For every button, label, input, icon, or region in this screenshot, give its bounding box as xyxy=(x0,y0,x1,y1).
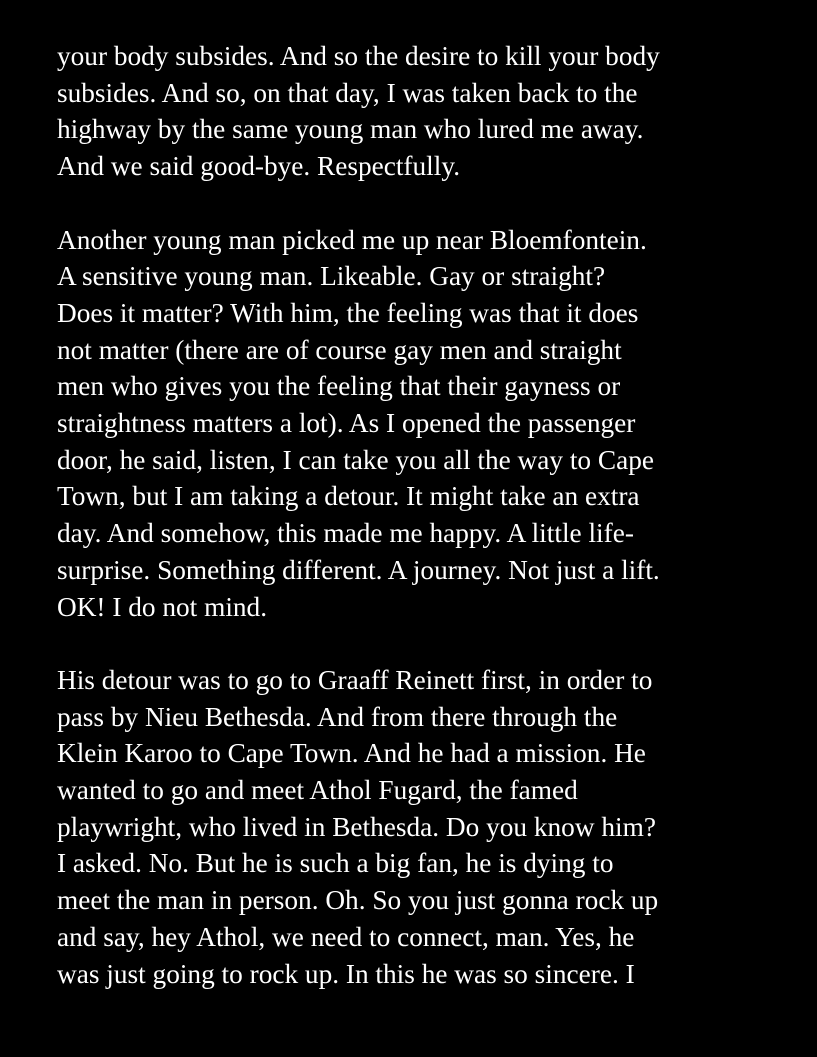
text-line: your body subsides. And so the desire to kill your body xyxy=(57,41,660,71)
text-line: meet the man in person. Oh. So you just gonna rock up xyxy=(57,885,659,916)
text-line: Does it matter? With him, the feeling was that it does xyxy=(57,297,639,328)
text-line: OK! I do not mind. xyxy=(57,591,268,622)
text-line: pass by Nieu Bethesda. And from there through the xyxy=(57,701,618,732)
text-line: subsides. And so, on that day, I was taken back to the xyxy=(57,77,638,108)
text-line: Another young man picked me up near Bloemfontein. xyxy=(57,224,647,255)
text-line: surprise. Something different. A journey. Not just a lift. xyxy=(57,554,660,585)
text-line: And we said good-bye. Respectfully. xyxy=(57,151,461,182)
text-line: His detour was to go to Graaff Reinett first, in order to xyxy=(57,664,653,695)
text-line: door, he said, listen, I can take you all the way to Cape xyxy=(57,444,654,475)
document-page xyxy=(57,38,797,1029)
text-line: A sensitive young man. Likeable. Gay or straight? xyxy=(57,261,606,292)
text-line: Town, but I am taking a detour. It might take an extra xyxy=(57,481,640,512)
text-line: Klein Karoo to Cape Town. And he had a mission. He xyxy=(57,738,646,769)
paragraph-2 xyxy=(57,222,797,626)
text-line: highway by the same young man who lured me away. xyxy=(57,114,644,145)
text-line: playwright, who lived in Bethesda. Do you know him? xyxy=(57,811,656,842)
text-line: I asked. No. But he is such a big fan, he is dying to xyxy=(57,848,614,879)
paragraph-3 xyxy=(57,662,797,992)
text-line: and say, hey Athol, we need to connect, man. Yes, he xyxy=(57,921,635,952)
text-line: not matter (there are of course gay men and straight xyxy=(57,334,622,365)
text-line: was just going to rock up. In this he was so sincere. I xyxy=(57,958,635,989)
text-line: straightness matters a lot). As I opened the passenger xyxy=(57,408,636,439)
paragraph-1 xyxy=(57,38,797,185)
text-line: day. And somehow, this made me happy. A little life- xyxy=(57,518,634,549)
text-line: men who gives you the feeling that their gayness or xyxy=(57,371,621,402)
text-line: wanted to go and meet Athol Fugard, the famed xyxy=(57,775,578,806)
